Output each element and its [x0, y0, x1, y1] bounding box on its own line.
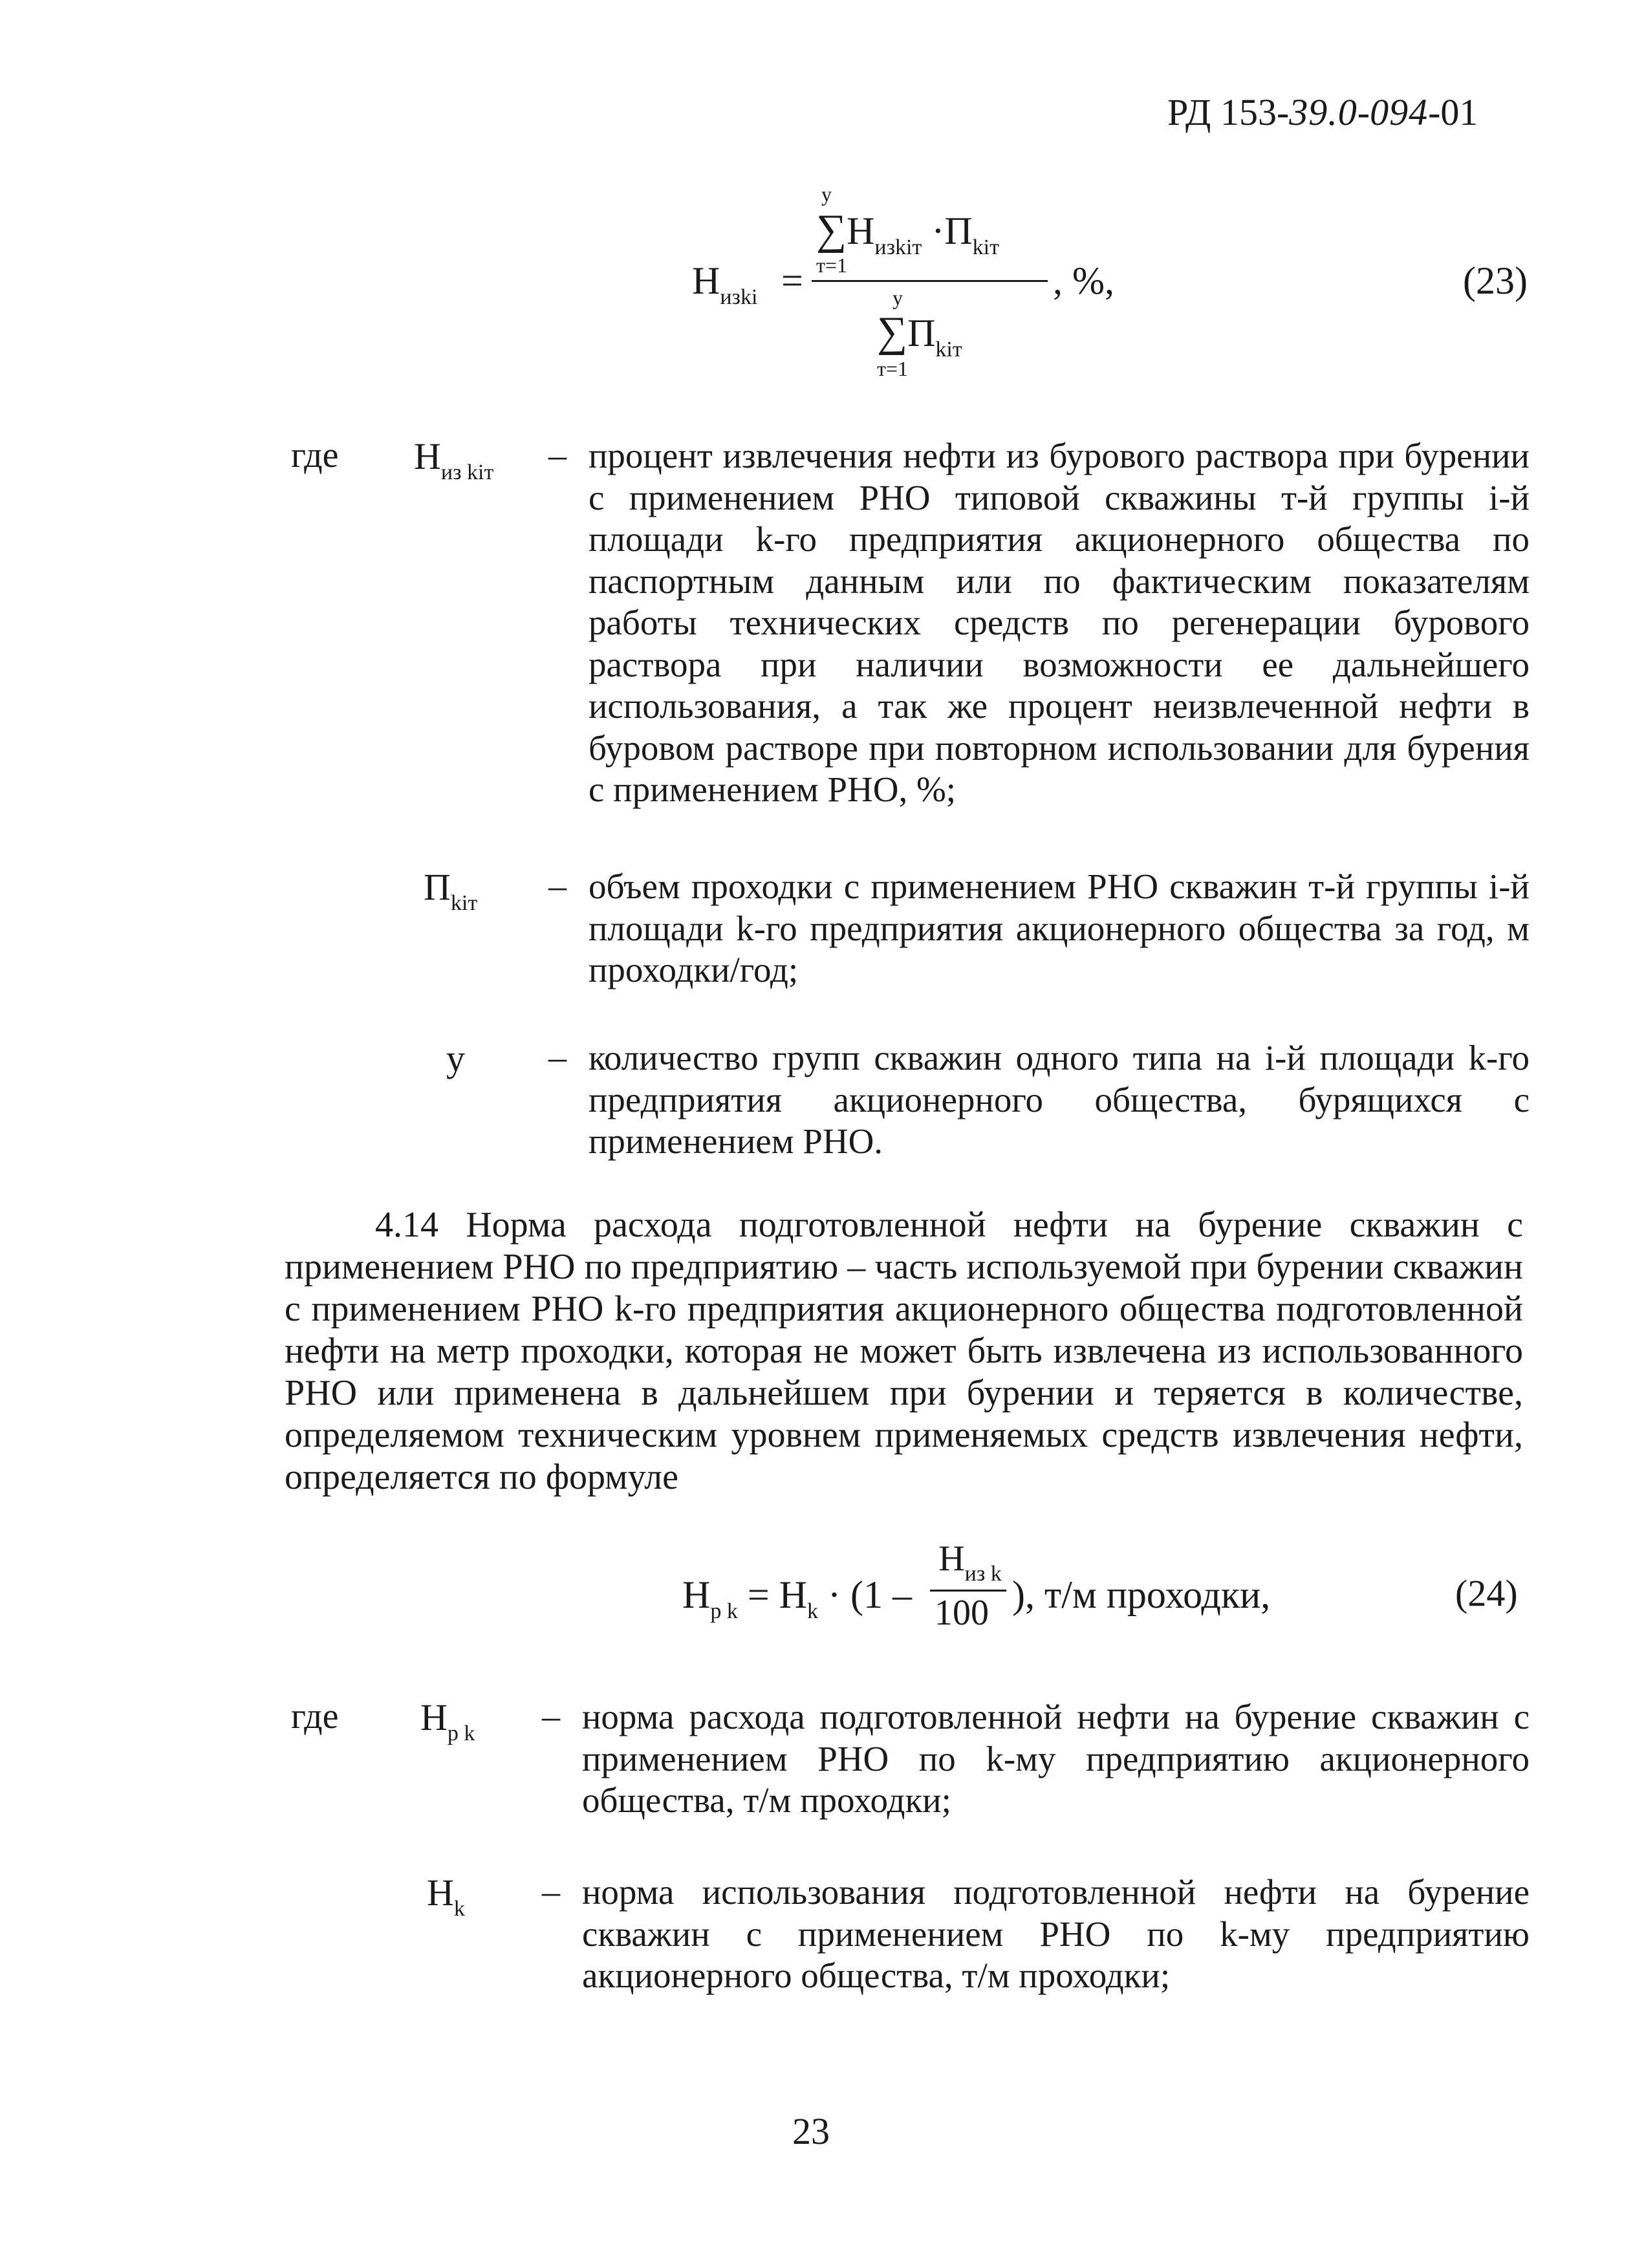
paragraph-4-14: 4.14 Норма расхода подготовленной нефти на бурение скважин с применением РНО по предприятию – часть используемой при бурении скважин с применением РНО k-го предприятия акционерного общества подготовленной нефти на метр проходки, которая не может быть извлечена из использованного РНО или применена в дальнейшем при бурении и теряется в количестве, определяемом техническим уровнем применяемых средств извлечения нефти, определяется по формуле — [285, 1205, 1523, 1497]
definition-symbol-sub: kiт — [450, 891, 478, 915]
formula23-num-sum-symbol: ∑ — [816, 206, 847, 254]
definition-symbol-base: y — [446, 1037, 465, 1079]
formula24-number: (24) — [1455, 1572, 1518, 1614]
definition-symbol-base: П — [424, 866, 451, 908]
definition-dash: – — [542, 1872, 560, 1912]
definition-text: процент извлечения нефти из бурового раствора при бурении с применением РНО типовой скважины т-й группы i-й площади k-го предприятия акционерного общества по паспортным данным или по фактическим показателям работы технических средств по регенерации бурового раствора при наличии возможности ее дальнейшего использования, а так же процент неизвлеченной нефти в буровом растворе при повторном использовании для бурения с применением РНО, %; — [589, 436, 1530, 809]
formula24-frac-num-base: Н — [938, 1539, 965, 1579]
formula23-denominator — [877, 308, 962, 362]
definition-symbol — [414, 435, 494, 484]
definition-text: норма использования подготовленной нефти на бурение скважин с применением РНО по k-му предприятию акционерного общества, т/м проходки; — [582, 1872, 1530, 1995]
formula23-num-base2: П — [944, 210, 973, 252]
definition-symbol — [424, 865, 478, 915]
definition-symbol-sub: k — [453, 1897, 465, 1921]
formula24-frac-numerator — [931, 1538, 1009, 1586]
definition-text: количество групп скважин одного типа на i-й площади k-го предприятия акционерного общества, бурящихся с применением РНО. — [589, 1038, 1530, 1161]
document-code — [1167, 91, 1478, 134]
formula23-num-sub2: kiт — [972, 235, 999, 259]
formula24-tail: ), т/м проходки, — [1011, 1573, 1271, 1616]
document-code-handwritten-2: 094 — [1370, 91, 1429, 133]
formula24-lhs-base: Н — [682, 1573, 711, 1616]
formula23-fraction-bar — [812, 280, 1048, 282]
formula23-den-sub: kiт — [935, 338, 962, 362]
definition-symbol — [427, 1871, 465, 1921]
formula23-lhs-base: Н — [692, 259, 720, 302]
formula23-den-upper-limit: y — [892, 286, 903, 309]
document-code-handwritten-1: 39.0 — [1289, 91, 1357, 133]
where-label: где — [291, 435, 339, 475]
formula24-mid: · (1 – — [818, 1573, 922, 1616]
definition-dash: – — [548, 1037, 567, 1077]
definition-symbol-base: Н — [427, 1872, 454, 1914]
formula24-lhs-sub: р k — [710, 1599, 738, 1623]
document-code-prefix: РД 153- — [1167, 91, 1290, 133]
formula23-den-base: П — [907, 312, 936, 354]
document-code-separator: - — [1357, 91, 1370, 133]
definition-dash: – — [548, 435, 567, 475]
formula23-num-lower-limit: т=1 — [816, 254, 848, 277]
page-number: 23 — [792, 2110, 830, 2152]
definition-symbol-sub: р k — [447, 1722, 475, 1745]
definition-symbol-base: Н — [414, 435, 441, 477]
formula24-k-sub: k — [807, 1599, 819, 1623]
formula23-num-upper-limit: y — [821, 182, 832, 206]
formula23-num-dot: · — [931, 210, 945, 252]
formula23-num-base1: Н — [847, 210, 875, 252]
formula23-den-lower-limit: т=1 — [877, 357, 909, 380]
formula23-lhs-sub: изki — [720, 285, 758, 309]
definition-text: норма расхода подготовленной нефти на бурение скважин с применением РНО по k-му предприятию акционерного общества, т/м проходки; — [582, 1697, 1530, 1820]
definition-symbol — [420, 1696, 475, 1745]
definition-dash: – — [542, 1696, 560, 1736]
formula23-num-sub1: изkiт — [874, 235, 922, 259]
formula23-numerator — [816, 206, 999, 259]
formula23-equals: = — [781, 259, 803, 302]
definition-symbol-base: Н — [420, 1696, 448, 1738]
definition-text: объем проходки с применением РНО скважин т-й группы i-й площади k-го предприятия акционерного общества за год, м проходки/год; — [589, 867, 1530, 989]
definition-symbol — [446, 1037, 465, 1080]
formula23-unit: , %, — [1053, 259, 1114, 302]
definition-symbol-sub: из kiт — [440, 460, 494, 484]
formula24-frac-num-sub: из k — [964, 1562, 1002, 1586]
formula23-lhs — [692, 259, 758, 309]
formula23-number: (23) — [1463, 259, 1528, 302]
definition-dash: – — [548, 866, 567, 906]
formula24-eq-part: = Н — [737, 1573, 808, 1616]
formula24-fraction-bar — [930, 1590, 1006, 1592]
where-label: где — [291, 1696, 339, 1736]
formula24-frac-denominator: 100 — [935, 1593, 989, 1633]
document-code-suffix: -01 — [1428, 91, 1478, 133]
formula23-den-sum-symbol: ∑ — [877, 308, 908, 356]
